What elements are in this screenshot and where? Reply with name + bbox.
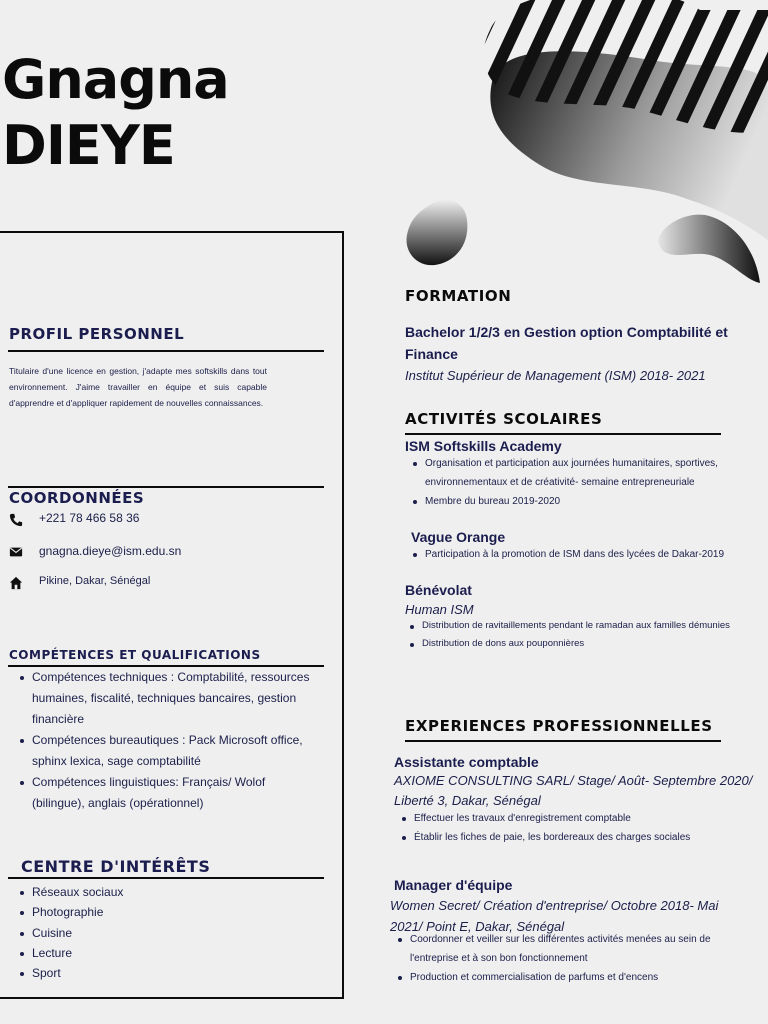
interests-list [12,882,212,983]
formation-title: FORMATION [405,287,512,305]
job2-list [390,930,735,987]
vague-list [405,545,745,564]
list-item: Effectuer les travaux d'enregistrement comptable [394,809,754,828]
divider [8,877,324,879]
list-item: Réseaux sociaux [12,882,212,902]
divider [8,486,324,488]
skills-title: COMPÉTENCES ET QUALIFICATIONS [9,648,261,662]
softskills-list [405,454,745,511]
job2-details: Women Secret/ Création d'entreprise/ Octobre 2018- Mai 2021/ Point E, Dakar, Sénégal [390,898,719,934]
job1-details: AXIOME CONSULTING SARL/ Stage/ Août- Septembre 2020/ Liberté 3, Dakar, Sénégal [394,773,753,808]
divider [8,350,324,352]
first-name: Gnagna [2,48,229,111]
list-item: Établir les fiches de paie, les bordereaux des charges sociales [394,828,754,847]
gradient-blob-small [407,200,468,265]
phone-number: +221 78 466 58 36 [39,511,140,525]
benevolat-org: Human ISM [405,602,474,617]
skills-list [12,667,310,814]
list-item: Membre du bureau 2019-2020 [405,492,745,511]
formation-degree: Bachelor 1/2/3 en Gestion option Comptabilité et Finance [405,324,728,362]
decorative-graphic [400,0,768,290]
home-icon [9,576,23,590]
list-item: Production et commercialisation de parfums et d'encens [390,968,735,987]
profile-text: Titulaire d'une licence en gestion, j'adapte mes softskills dans tout environnement. J'aime travailler en équipe et suis capable d'apprendre et d'appliquer rapidement de nouvelles connaissances. [9,366,267,408]
list-item: Sport [12,963,212,983]
gradient-blob-right [658,215,760,283]
divider [405,740,721,742]
list-item: Distribution de dons aux pouponnières [402,635,737,653]
mail-icon [9,545,23,559]
list-item: Compétences techniques : Comptabilité, ressources humaines, fiscalité, techniques bancaires, gestion financière [12,667,310,730]
phone-icon [9,513,23,527]
experience-title: EXPERIENCES PROFESSIONNELLES [405,717,713,735]
benevolat-list [402,617,737,652]
divider [405,433,721,435]
interests-title: CENTRE D'INTÉRÊTS [21,857,211,876]
job1-list [394,809,754,847]
list-item: Cuisine [12,923,212,943]
list-item: Compétences bureautiques : Pack Microsoft office, sphinx lexica, sage comptabilité [12,730,310,772]
contact-title: COORDONNÉES [9,489,145,507]
list-item: Lecture [12,943,212,963]
benevolat-title: Bénévolat [405,582,472,598]
list-item: Compétences linguistiques: Français/ Wolof (bilingue), anglais (opérationnel) [12,772,310,814]
activities-title: ACTIVITÉS SCOLAIRES [405,410,603,428]
list-item: Photographie [12,902,212,922]
last-name: DIEYE [2,114,175,177]
softskills-title: ISM Softskills Academy [405,438,562,454]
list-item: Distribution de ravitaillements pendant le ramadan aux familles démunies [402,617,737,635]
job2-title: Manager d'équipe [394,877,513,893]
email-link[interactable]: gnagna.dieye@ism.edu.sn [39,544,182,558]
formation-school: Institut Supérieur de Management (ISM) 2018- 2021 [405,368,706,383]
vague-title: Vague Orange [411,529,506,545]
profile-title: PROFIL PERSONNEL [9,325,185,343]
address: Pikine, Dakar, Sénégal [39,575,151,587]
list-item: Organisation et participation aux journées humanitaires, sportives, environnementaux et de créativité- semaine entrepreneuriale [405,454,745,492]
list-item: Coordonner et veiller sur les différentes activités menées au sein de l'entreprise et à son bon fonctionnement [390,930,735,968]
job1-title: Assistante comptable [394,754,539,770]
list-item: Participation à la promotion de ISM dans des lycées de Dakar-2019 [405,545,745,564]
